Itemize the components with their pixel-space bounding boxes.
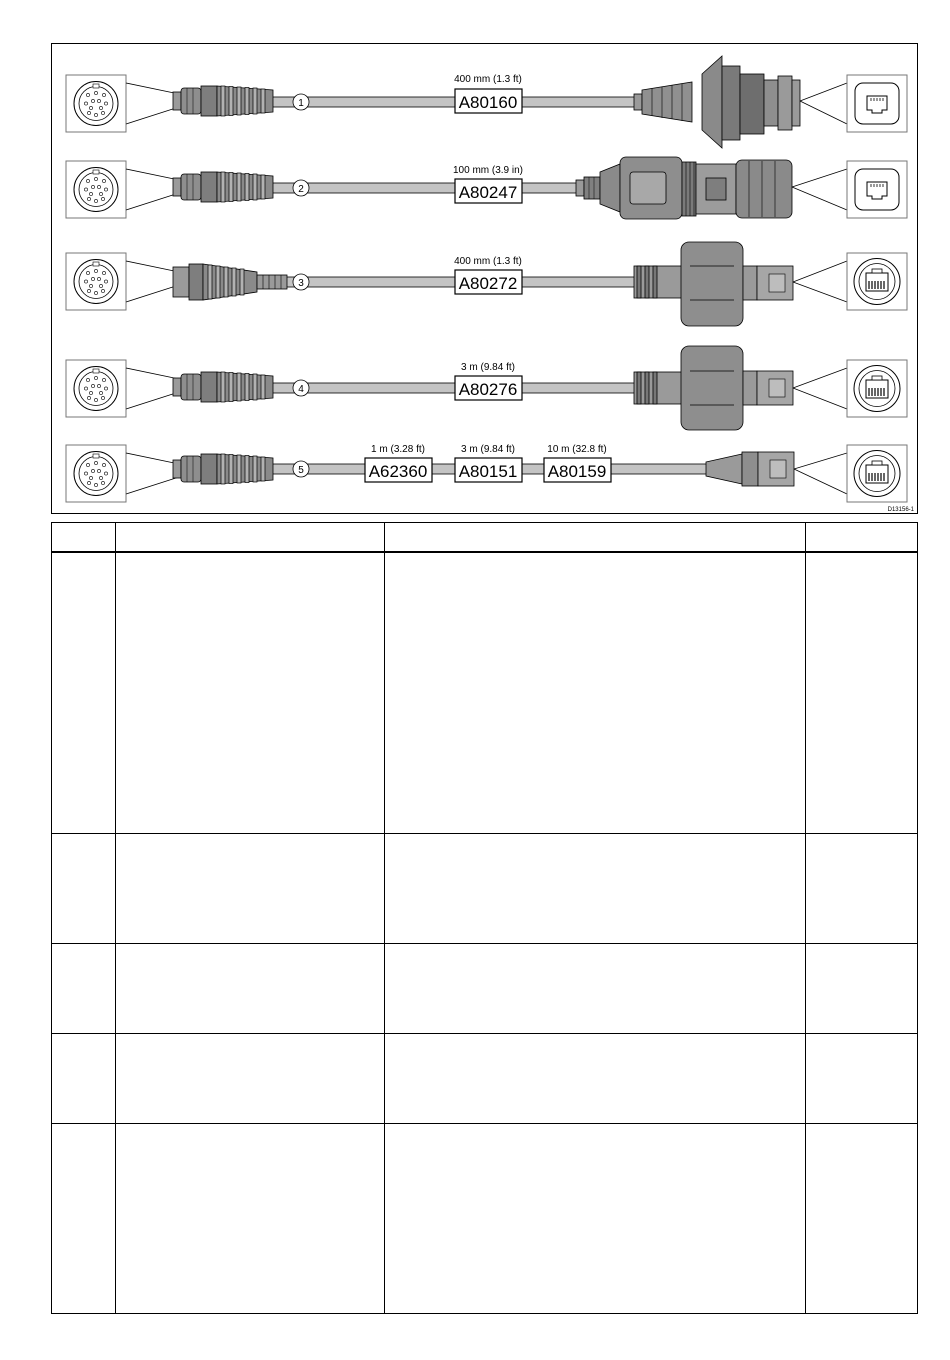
seatalkng-plug-icon (173, 372, 273, 402)
seatalkng-right-angle-plug-icon (173, 264, 287, 300)
callout-number: 4 (298, 384, 304, 395)
cable-3 (66, 242, 907, 326)
rj45-waterproof-coupler-icon (576, 157, 792, 219)
callout-number: 2 (298, 184, 304, 195)
cable-4 (66, 346, 907, 430)
callout-number: 1 (298, 98, 304, 109)
table-row (51, 1034, 918, 1123)
cable-length-label: 1 m (3.28 ft) (371, 444, 425, 455)
part-number-label: A80272 (458, 274, 518, 293)
cable-5 (66, 444, 907, 502)
rj45-plug-face-icon (847, 253, 907, 310)
table-row (51, 1124, 918, 1313)
cable-length-label: 400 mm (1.3 ft) (454, 74, 522, 85)
cable-2 (66, 157, 907, 219)
seatalkng-plug-icon (173, 172, 273, 202)
part-number-label: A80159 (547, 462, 607, 481)
cable-diagram-svg (52, 44, 919, 515)
part-number-label: A80151 (458, 462, 518, 481)
seatalkng-socket-face-icon (66, 360, 126, 417)
seatalkng-socket-face-icon (66, 161, 126, 218)
seatalkng-plug-icon (173, 454, 273, 484)
cable-length-label: 100 mm (3.9 in) (452, 165, 524, 176)
cable-length-label: 3 m (9.84 ft) (461, 362, 515, 373)
rj45-plug-boot-icon (634, 242, 793, 326)
part-number-label: A80160 (458, 93, 518, 112)
table-row (51, 944, 918, 1033)
cable-body (270, 183, 580, 193)
cable-length-label: 10 m (32.8 ft) (547, 444, 607, 455)
rj45-socket-face-icon (847, 75, 907, 132)
cable-1 (66, 56, 907, 148)
part-number-label: A80276 (458, 380, 518, 399)
cable-length-label: 3 m (9.84 ft) (461, 444, 515, 455)
rj45-plug-face-icon (847, 445, 907, 502)
rj45-plug-icon (706, 452, 794, 486)
cable-length-label: 400 mm (1.3 ft) (454, 256, 522, 267)
seatalkng-socket-face-icon (66, 445, 126, 502)
seatalkng-plug-icon (173, 86, 273, 116)
part-number-label: A80247 (458, 183, 518, 202)
cable-diagram (51, 43, 918, 514)
rj45-socket-face-icon (847, 161, 907, 218)
part-number-label: A62360 (368, 462, 428, 481)
seatalkng-socket-face-icon (66, 253, 126, 310)
figure-id: D13156-1 (887, 507, 914, 513)
rj45-bulkhead-adaptor-icon (634, 56, 800, 148)
seatalkng-socket-face-icon (66, 75, 126, 132)
table-row (51, 834, 918, 943)
table-row (51, 553, 918, 833)
rj45-plug-face-icon (847, 360, 907, 417)
callout-number: 3 (298, 278, 304, 289)
callout-number: 5 (298, 465, 304, 476)
rj45-plug-boot-icon (634, 346, 793, 430)
cable-table (51, 522, 918, 1314)
